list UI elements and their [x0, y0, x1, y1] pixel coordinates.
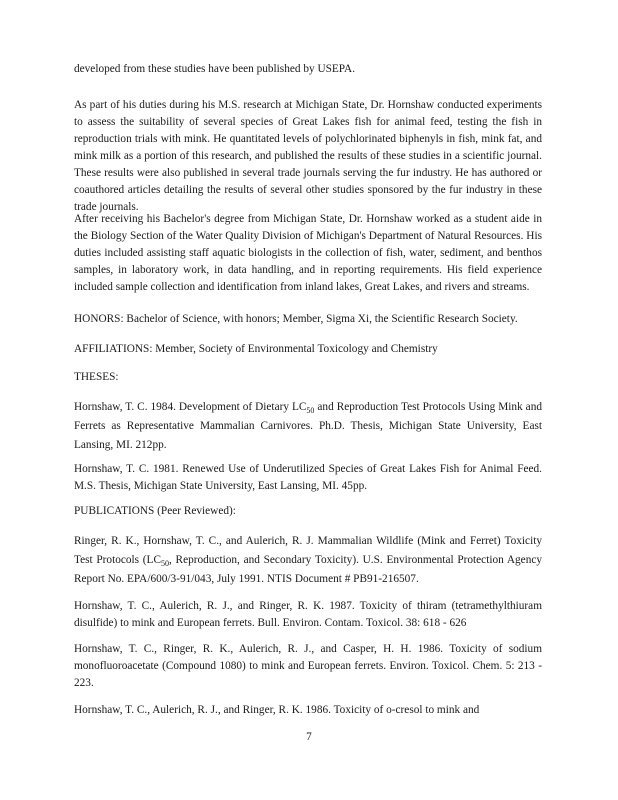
- publication-text: , Reproduction, and Secondary Toxicity). U.S. Environmental Protection Agency Report No. EPA/600/3-91/043, July 1991. NTIS Document # PB91-216507.: [74, 554, 543, 585]
- thesis-entry-phd: [74, 398, 542, 455]
- paragraph-ms-research: As part of his duties during his M.S. research at Michigan State, Dr. Hornshaw conducted experiments to assess the suitability of several species of Great Lakes fish for animal feed, testing the fish in reproduction trials with mink. He quantitated levels of polychlorinated biphenyls in fish, mink fat, and mink milk as a portion of this research, and published the results of these studies in a scientific journal. These results were also published in several trade journals serving the fur industry. He has authored or coauthored articles detailing the results of several other studies sponsored by the fur industry in these trade journals.: [74, 99, 542, 213]
- thesis-text: and Reproduction Test Protocols Using Mink and Ferrets as Representative Mammalian Carnivores. Ph.D. Thesis, Michigan State University, East Lansing, MI. 212pp.: [74, 401, 542, 451]
- lc-subscript: 50: [306, 406, 315, 415]
- paragraph-continuation: developed from these studies have been published by USEPA.: [74, 63, 356, 75]
- publication-entry: Hornshaw, T. C., Ringer, R. K., Aulerich, R. J., and Casper, H. H. 1986. Toxicity of sodium monofluoroacetate (Compound 1080) to mink and European ferrets. Environ. Toxicol. Chem. 5: 213 - 223.: [74, 643, 542, 689]
- publication-entry: [74, 532, 542, 589]
- publication-entry: Hornshaw, T. C., Aulerich, R. J., and Ringer, R. K. 1986. Toxicity of o-cresol to mink and: [74, 704, 480, 716]
- publication-entry: Hornshaw, T. C., Aulerich, R. J., and Ringer, R. K. 1987. Toxicity of thiram (tetramethylthiuram disulfide) to mink and European ferrets. Bull. Environ. Contam. Toxicol. 38: 618 - 626: [74, 600, 542, 629]
- publications-heading: PUBLICATIONS (Peer Reviewed):: [74, 505, 236, 517]
- lc-subscript: 50: [161, 559, 169, 568]
- theses-heading: THESES:: [74, 371, 119, 383]
- thesis-entry-ms: Hornshaw, T. C. 1981. Renewed Use of Underutilized Species of Great Lakes Fish for Animal Feed. M.S. Thesis, Michigan State University, East Lansing, MI. 45pp.: [74, 463, 542, 492]
- honors-line: HONORS: Bachelor of Science, with honors; Member, Sigma Xi, the Scientific Research Society.: [74, 313, 518, 325]
- paragraph-bachelors-work: After receiving his Bachelor's degree from Michigan State, Dr. Hornshaw worked as a student aide in the Biology Section of the Water Quality Division of Michigan's Department of Natural Resources. His duties included assisting staff aquatic biologists in the collection of fish, water, sediment, and benthos samples, in laboratory work, in data handling, and in reporting requirements. His field experience included sample collection and identification from inland lakes, Great Lakes, and rivers and streams.: [74, 213, 542, 293]
- thesis-text: Hornshaw, T. C. 1984. Development of Dietary LC: [74, 401, 307, 413]
- affiliations-line: AFFILIATIONS: Member, Society of Environmental Toxicology and Chemistry: [74, 343, 438, 355]
- page-number: 7: [306, 731, 312, 743]
- publication-text: Ringer, R. K., Hornshaw, T. C., and Aulerich, R. J. Mammalian Wildlife (Mink and Ferret) Toxicity Test Protocols (LC: [74, 535, 542, 566]
